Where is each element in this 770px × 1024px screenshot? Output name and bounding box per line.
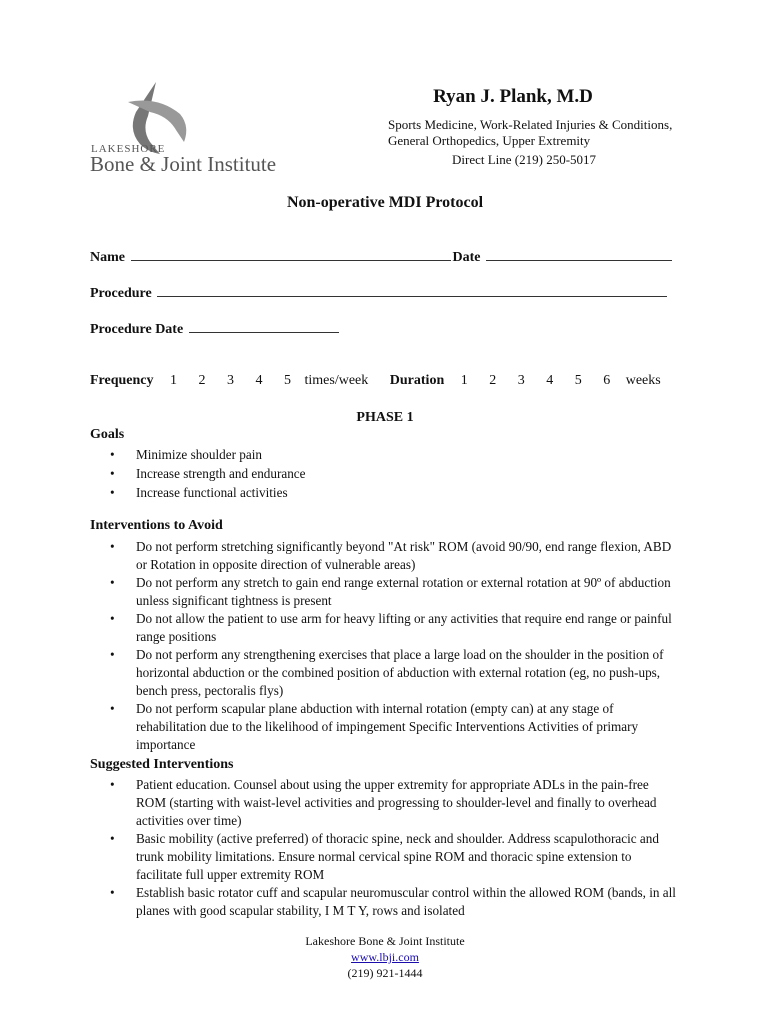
procedure-date-field[interactable] — [189, 320, 339, 333]
avoid-list — [110, 538, 680, 754]
duration-label: Duration — [389, 373, 445, 388]
duration-option[interactable]: 1 — [460, 373, 468, 388]
duration-option[interactable]: 6 — [603, 373, 611, 388]
frequency-option[interactable]: 4 — [255, 373, 263, 388]
procedure-field[interactable] — [157, 284, 667, 297]
footer-org: Lakeshore Bone & Joint Institute — [305, 934, 465, 948]
goals-heading: Goals — [90, 427, 125, 442]
avoid-heading: Interventions to Avoid — [90, 518, 223, 533]
procedure-date-row — [90, 320, 341, 338]
list-item: • Do not perform any strengthening exercises that place a large load on the shoulder in the position of horizontal abduction or the combined position of abduction with external rotation (eg, no push-ups, bench press, pectoralis flys) — [110, 646, 680, 700]
frequency-option[interactable]: 3 — [227, 373, 235, 388]
list-item: • Increase strength and endurance — [110, 465, 680, 483]
specialties-line-2: General Orthopedics, Upper Extremity — [388, 133, 591, 148]
frequency-option[interactable]: 5 — [284, 373, 292, 388]
direct-line: Direct Line (219) 250-5017 — [452, 152, 597, 167]
suggested-heading: Suggested Interventions — [90, 757, 234, 772]
list-item: • Patient education. Counsel about using the upper extremity for appropriate ADLs in the pain-free ROM (starting with waist-level activities and progressing to shoulder-level and finally to overhead activities over time) — [110, 776, 680, 830]
name-date-row — [90, 248, 674, 266]
duration-unit: weeks — [625, 373, 661, 388]
frequency-label: Frequency — [90, 373, 154, 388]
name-label: Name — [90, 250, 125, 265]
duration-option[interactable]: 2 — [489, 373, 497, 388]
frequency-option[interactable]: 1 — [170, 373, 178, 388]
date-label: Date — [452, 250, 481, 265]
frequency-unit: times/week — [304, 373, 369, 388]
frequency-option[interactable]: 2 — [198, 373, 206, 388]
suggested-list — [110, 776, 680, 920]
list-item: • Do not perform any stretch to gain end range external rotation or external rotation at 90º of abduction unless significant tightness is present — [110, 574, 680, 610]
doctor-specialties — [388, 117, 672, 149]
date-field[interactable] — [486, 248, 672, 261]
doctor-name: Ryan J. Plank, M.D — [433, 86, 593, 107]
document-title: Non-operative MDI Protocol — [286, 194, 484, 211]
frequency-row — [90, 373, 661, 389]
list-item: • Do not perform stretching significantly beyond "At risk" ROM (avoid 90/90, end range flexion, ABD or Rotation in opposite direction of vulnerable areas) — [110, 538, 680, 574]
duration-option[interactable]: 3 — [517, 373, 525, 388]
duration-option[interactable]: 4 — [546, 373, 554, 388]
specialties-line-1: Sports Medicine, Work-Related Injuries & Conditions, — [388, 117, 673, 132]
procedure-row — [90, 284, 669, 302]
logo-text-bone-joint: Bone & Joint Institute — [90, 152, 277, 176]
name-field[interactable] — [131, 248, 451, 261]
footer-phone: (219) 921-1444 — [347, 966, 423, 980]
list-item: • Basic mobility (active preferred) of thoracic spine, neck and shoulder. Address scapulothoracic and trunk mobility limitations. Ensure normal cervical spine ROM and thoracic spine extension to facilitate full upper extremity ROM — [110, 830, 680, 884]
procedure-date-label: Procedure Date — [90, 322, 184, 337]
procedure-label: Procedure — [90, 286, 152, 301]
list-item: • Minimize shoulder pain — [110, 446, 680, 464]
list-item: • Do not perform scapular plane abduction with internal rotation (empty can) at any stage of rehabilitation due to the likelihood of impingement Specific Interventions Activities of primary importance — [110, 700, 680, 754]
goals-list — [110, 446, 680, 502]
logo-text-lakeshore: LAKESHORE — [91, 143, 166, 155]
list-item: • Do not allow the patient to use arm for heavy lifting or any activities that require end range or painful range positions — [110, 610, 680, 646]
duration-option[interactable]: 5 — [574, 373, 582, 388]
list-item: • Establish basic rotator cuff and scapular neuromuscular control within the allowed ROM (bands, in all planes with good scapular stability, I M T Y, rows and isolated — [110, 884, 680, 920]
list-item: • Increase functional activities — [110, 484, 680, 502]
footer — [0, 933, 770, 981]
phase-heading: PHASE 1 — [356, 410, 414, 425]
footer-website-link[interactable]: www.lbji.com — [351, 950, 419, 964]
